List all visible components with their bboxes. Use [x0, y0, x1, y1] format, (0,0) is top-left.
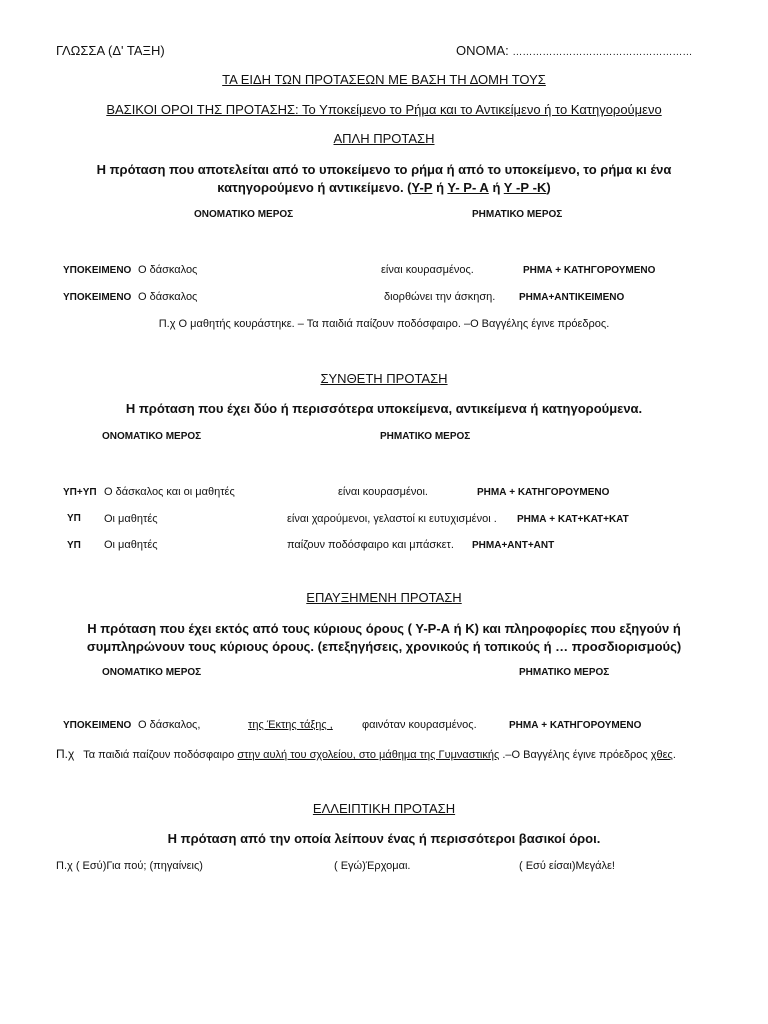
row-noun: Οι μαθητές	[104, 513, 158, 525]
extended-definition-line1: Η πρόταση που έχει εκτός από τους κύριους όρους ( Υ-Ρ-Α ή Κ) και πληροφορίες που εξηγούν ή	[87, 621, 681, 636]
row-label: ΥΠΟΚΕΙΜΕΝΟ	[63, 292, 132, 303]
row-verb: είναι χαρούμενοι, γελαστοί κι ευτυχισμένοι .	[287, 513, 497, 525]
verb-part-header: ΡΗΜΑΤΙΚΟ ΜΕΡΟΣ	[519, 667, 610, 678]
row-label: ΥΠΟΚΕΙΜΕΝΟ	[63, 265, 132, 276]
name-dots: ………………………………………………	[512, 47, 693, 58]
simple-example: Π.χ Ο μαθητής κουράστηκε. – Τα παιδιά παίζουν ποδόσφαιρο. –Ο Βαγγέλης έγινε πρόεδρος.	[158, 318, 610, 330]
simple-heading: ΑΠΛΗ ΠΡΟΤΑΣΗ	[333, 131, 435, 146]
row-attribute: της Έκτης τάξης ,	[248, 719, 333, 731]
page-title: ΤΑ ΕΙΔΗ ΤΩΝ ΠΡΟΤΑΣΕΩΝ ΜΕ ΒΑΣΗ ΤΗ ΔΟΜΗ ΤΟΥΣ	[222, 72, 546, 87]
compound-heading: ΣΥΝΘΕΤΗ ΠΡΟΤΑΣΗ	[320, 371, 448, 386]
row-noun: Ο δάσκαλος,	[138, 719, 201, 731]
elliptical-example: ( Εγώ)Έρχομαι.	[334, 860, 411, 872]
compound-definition: Η πρόταση που έχει δύο ή περισσότερα υποκείμενα, αντικείμενα ή κατηγορούμενα.	[125, 401, 643, 416]
simple-definition-line1: Η πρόταση που αποτελείται από το υποκείμενο το ρήμα ή από το υποκείμενο, το ρήμα κι ένα	[96, 162, 672, 177]
def-text: )	[546, 180, 551, 195]
example-underlined: στην αυλή του σχολείου, στο μάθημα της Γυμναστικής	[237, 749, 500, 761]
row-verb: είναι κουρασμένος.	[381, 264, 474, 276]
extended-heading: ΕΠΑΥΞΗΜΕΝΗ ΠΡΟΤΑΣΗ	[306, 590, 462, 605]
subject-class-label: ΓΛΩΣΣΑ (Δ' ΤΑΞΗ)	[56, 43, 165, 58]
row-label: ΥΠ	[67, 513, 81, 524]
example-prefix: Π.χ	[56, 747, 75, 761]
row-noun: Ο δάσκαλος	[138, 291, 198, 303]
row-type: ΡΗΜΑ + ΚΑΤΗΓΟΡΟΥΜΕΝΟ	[523, 265, 656, 276]
row-type: ΡΗΜΑ+ΑΝΤΙΚΕΙΜΕΝΟ	[519, 292, 625, 303]
example-text: .	[672, 749, 676, 761]
example-text: Τα παιδιά παίζουν ποδόσφαιρο	[83, 749, 238, 761]
row-verb: παίζουν ποδόσφαιρο και μπάσκετ.	[287, 539, 454, 551]
verb-part-header: ΡΗΜΑΤΙΚΟ ΜΕΡΟΣ	[380, 431, 471, 442]
row-type: ΡΗΜΑ + ΚΑΤΗΓΟΡΟΥΜΕΝΟ	[477, 487, 610, 498]
row-verb: διορθώνει την άσκηση.	[384, 291, 496, 303]
extended-example	[56, 745, 676, 763]
row-label: ΥΠΟΚΕΙΜΕΝΟ	[63, 720, 132, 731]
row-label: ΥΠ	[67, 540, 81, 551]
elliptical-heading: ΕΛΛΕΙΠΤΙΚΗ ΠΡΟΤΑΣΗ	[312, 801, 456, 816]
row-noun: Οι μαθητές	[104, 539, 158, 551]
row-noun: Ο δάσκαλος	[138, 264, 198, 276]
example-text: .–Ο Βαγγέλης έγινε πρόεδρος	[499, 749, 651, 761]
def-text: κατηγορούμενο ή αντικείμενο. (	[217, 180, 412, 195]
row-type: ΡΗΜΑ+ΑΝΤ+ΑΝΤ	[472, 540, 555, 551]
or-text: ή	[432, 180, 448, 195]
name-label: ΟΝΟΜΑ:	[456, 43, 509, 58]
page-subtitle: ΒΑΣΙΚΟΙ ΟΡΟΙ ΤΗΣ ΠΡΟΤΑΣΗΣ: Το Υποκείμενο το Ρήμα και το Αντικείμενο ή το Κατηγορούμενο	[106, 102, 662, 117]
row-type: ΡΗΜΑ + ΚΑΤ+ΚΑΤ+ΚΑΤ	[517, 514, 629, 525]
formula-yrk: Υ -Ρ -Κ	[503, 180, 547, 195]
elliptical-definition: Η πρόταση από την οποία λείπουν ένας ή περισσότεροι βασικοί όροι.	[167, 831, 601, 846]
formula-yr: Υ-Ρ	[411, 180, 433, 195]
extended-definition-line2: συμπληρώνουν τους κύριους όρους. (επεξηγήσεις, χρονικούς ή τοπικούς ή … προσδιορισμούς)	[86, 639, 682, 654]
or-text: ή	[488, 180, 504, 195]
elliptical-example: Π.χ ( Εσύ)Για πού; (πηγαίνεις)	[56, 860, 203, 872]
example-underlined: χθες	[650, 749, 673, 761]
name-field-label	[456, 43, 692, 58]
row-verb: είναι κουρασμένοι.	[338, 486, 428, 498]
elliptical-example: ( Εσύ είσαι)Μεγάλε!	[519, 860, 615, 872]
verb-part-header: ΡΗΜΑΤΙΚΟ ΜΕΡΟΣ	[472, 209, 563, 220]
simple-definition-line2	[0, 179, 768, 196]
formula-yra: Υ- Ρ- Α	[447, 180, 489, 195]
noun-part-header: ΟΝΟΜΑΤΙΚΟ ΜΕΡΟΣ	[102, 667, 202, 678]
noun-part-header: ΟΝΟΜΑΤΙΚΟ ΜΕΡΟΣ	[102, 431, 202, 442]
row-type: ΡΗΜΑ + ΚΑΤΗΓΟΡΟΥΜΕΝΟ	[509, 720, 642, 731]
noun-part-header: ΟΝΟΜΑΤΙΚΟ ΜΕΡΟΣ	[194, 209, 294, 220]
row-noun: Ο δάσκαλος και οι μαθητές	[104, 486, 235, 498]
row-verb: φαινόταν κουρασμένος.	[362, 719, 477, 731]
row-label: ΥΠ+ΥΠ	[63, 487, 97, 498]
